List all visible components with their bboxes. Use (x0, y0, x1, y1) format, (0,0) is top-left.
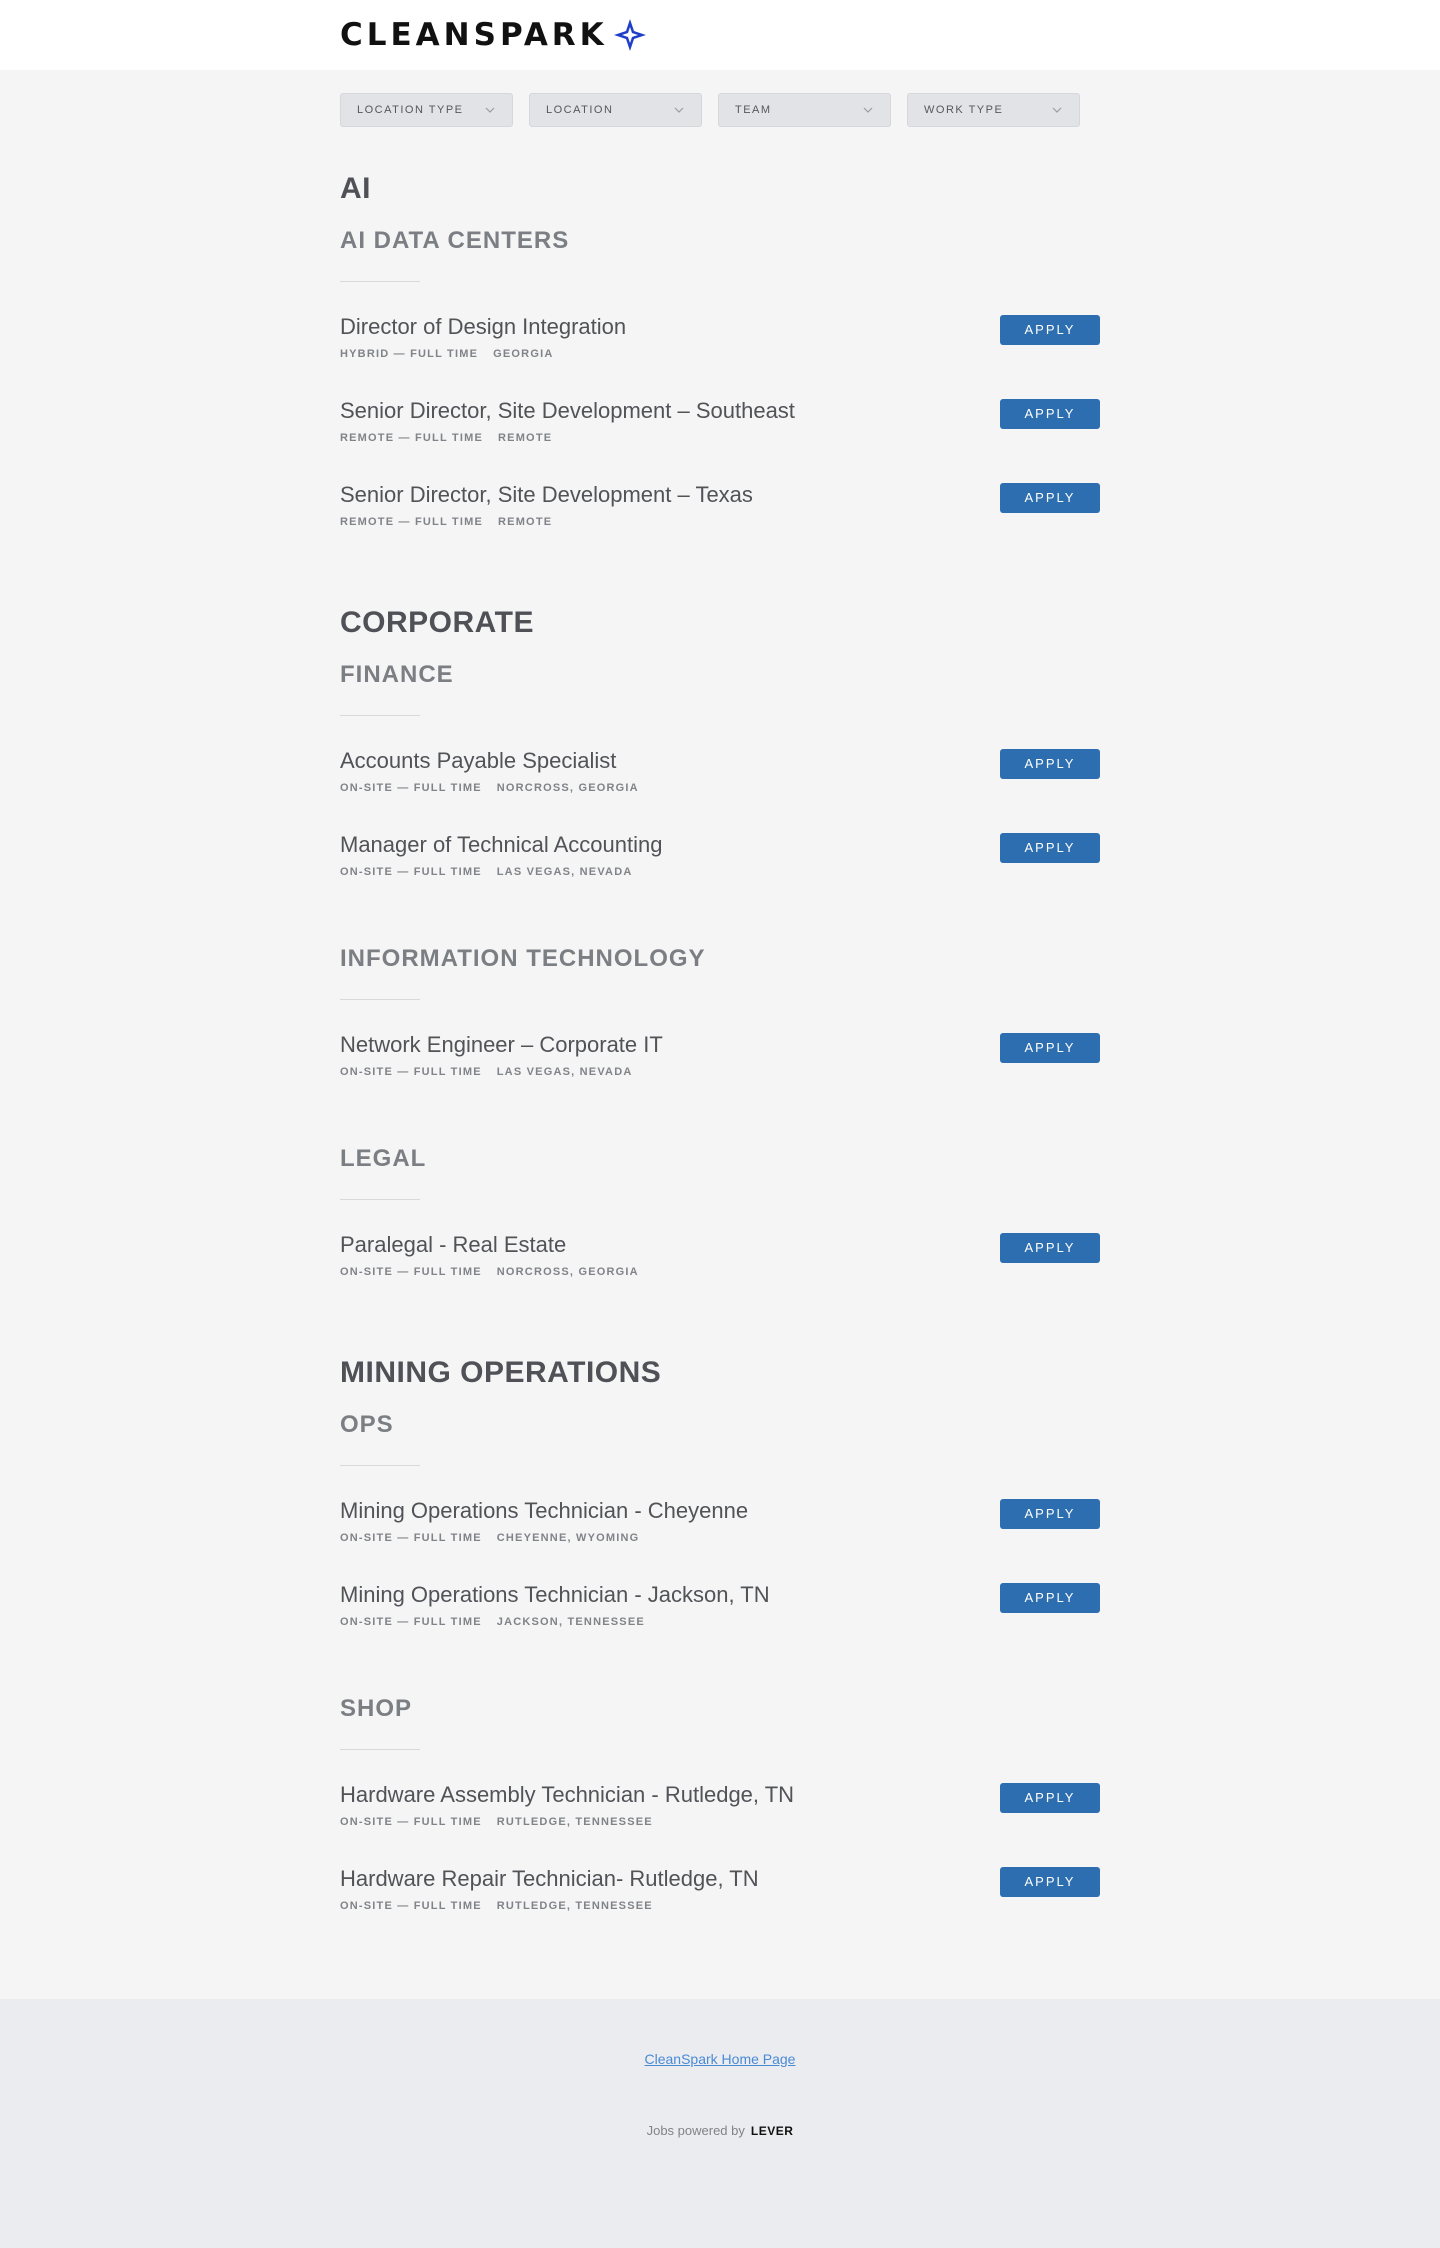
apply-button[interactable]: APPLY (1000, 483, 1100, 513)
posting-meta (340, 348, 1100, 360)
team-title: AI DATA CENTERS (340, 227, 570, 254)
team-section (340, 226, 1100, 564)
posting-title[interactable]: Paralegal - Real Estate (340, 1232, 567, 1257)
posting-workplace: ON-SITE — FULL TIME (340, 866, 482, 878)
group-title: AI (340, 172, 371, 205)
posting-title[interactable]: Accounts Payable Specialist (340, 748, 617, 773)
apply-button[interactable]: APPLY (1000, 1867, 1100, 1897)
posting-item (340, 1780, 1100, 1864)
postings-list (340, 170, 1100, 1988)
apply-button[interactable]: APPLY (1000, 1583, 1100, 1613)
team-title: LEGAL (340, 1145, 427, 1172)
posting-workplace: REMOTE — FULL TIME (340, 516, 484, 528)
apply-button[interactable]: APPLY (1000, 833, 1100, 863)
team-title: FINANCE (340, 661, 454, 688)
filter-label: WORK TYPE (924, 104, 1004, 116)
apply-button[interactable]: APPLY (1000, 1233, 1100, 1263)
footer (0, 1999, 1440, 2248)
posting-group (340, 170, 1100, 564)
posting-title[interactable]: Director of Design Integration (340, 314, 627, 339)
posting-location: JACKSON, TENNESSEE (496, 1616, 645, 1628)
team-divider (340, 999, 420, 1000)
team-section (340, 1144, 1100, 1314)
team-divider (340, 1749, 420, 1750)
team-title: INFORMATION TECHNOLOGY (340, 945, 706, 972)
posting-location: NORCROSS, GEORGIA (496, 1266, 639, 1278)
team-divider (340, 1199, 420, 1200)
posting-title[interactable]: Network Engineer – Corporate IT (340, 1032, 663, 1057)
cleanspark-logo[interactable] (340, 17, 648, 53)
posting-group (340, 1354, 1100, 1948)
posting-meta (340, 1900, 1100, 1912)
posting-meta (340, 1066, 1100, 1078)
posting-workplace: ON-SITE — FULL TIME (340, 1616, 482, 1628)
team-section (340, 1694, 1100, 1948)
apply-button[interactable]: APPLY (1000, 1499, 1100, 1529)
filter-work-type[interactable] (907, 93, 1080, 127)
apply-button[interactable]: APPLY (1000, 749, 1100, 779)
posting-meta (340, 1532, 1100, 1544)
chevron-down-icon (673, 104, 685, 116)
posting-meta (340, 866, 1100, 878)
apply-button[interactable]: APPLY (1000, 399, 1100, 429)
filter-location[interactable] (529, 93, 702, 127)
star-icon (612, 17, 648, 53)
posting-item (340, 312, 1100, 396)
apply-button[interactable]: APPLY (1000, 1783, 1100, 1813)
posting-item (340, 1030, 1100, 1114)
filter-label: TEAM (735, 104, 772, 116)
team-section (340, 944, 1100, 1114)
team-divider (340, 715, 420, 716)
filter-label: LOCATION (546, 104, 614, 116)
posting-group (340, 604, 1100, 1314)
team-divider (340, 1465, 420, 1466)
team-section (340, 1410, 1100, 1664)
group-title: CORPORATE (340, 606, 534, 639)
posting-item (340, 830, 1100, 914)
team-title: SHOP (340, 1695, 413, 1722)
posting-title[interactable]: Mining Operations Technician - Cheyenne (340, 1498, 749, 1523)
posting-title[interactable]: Mining Operations Technician - Jackson, TN (340, 1582, 770, 1607)
filter-location-type[interactable] (340, 93, 513, 127)
home-page-link[interactable]: CleanSpark Home Page (644, 2051, 796, 2067)
posting-workplace: ON-SITE — FULL TIME (340, 1266, 482, 1278)
posting-location: GEORGIA (493, 348, 554, 360)
posting-location: RUTLEDGE, TENNESSEE (496, 1816, 653, 1828)
posting-title[interactable]: Hardware Assembly Technician - Rutledge, TN (340, 1782, 795, 1807)
powered-by-text: Jobs powered by (646, 2123, 745, 2138)
team-divider (340, 281, 420, 282)
posting-meta (340, 782, 1100, 794)
posting-workplace: ON-SITE — FULL TIME (340, 782, 482, 794)
posting-location: REMOTE (498, 432, 553, 444)
posting-title[interactable]: Senior Director, Site Development – Southeast (340, 398, 795, 423)
posting-location: LAS VEGAS, NEVADA (496, 1066, 633, 1078)
lever-logo[interactable]: LEVER (750, 2124, 794, 2138)
chevron-down-icon (862, 104, 874, 116)
powered-by (0, 2123, 1440, 2138)
posting-location: CHEYENNE, WYOMING (496, 1532, 640, 1544)
footer-home-link-wrap (0, 2051, 1440, 2067)
posting-location: LAS VEGAS, NEVADA (496, 866, 633, 878)
posting-item (340, 1496, 1100, 1580)
team-title: OPS (340, 1411, 394, 1438)
chevron-down-icon (1051, 104, 1063, 116)
posting-item (340, 746, 1100, 830)
posting-item (340, 396, 1100, 480)
apply-button[interactable]: APPLY (1000, 1033, 1100, 1063)
posting-item (340, 480, 1100, 564)
posting-item (340, 1864, 1100, 1948)
posting-workplace: HYBRID — FULL TIME (340, 348, 479, 360)
posting-workplace: ON-SITE — FULL TIME (340, 1816, 482, 1828)
logo-wordmark: CLEANSPARK (340, 17, 608, 53)
filter-bar (340, 93, 1080, 127)
posting-location: NORCROSS, GEORGIA (496, 782, 639, 794)
posting-meta (340, 1266, 1100, 1278)
posting-workplace: ON-SITE — FULL TIME (340, 1900, 482, 1912)
posting-workplace: REMOTE — FULL TIME (340, 432, 484, 444)
posting-location: RUTLEDGE, TENNESSEE (496, 1900, 653, 1912)
posting-meta (340, 1816, 1100, 1828)
posting-title[interactable]: Hardware Repair Technician- Rutledge, TN (340, 1866, 759, 1891)
posting-title[interactable]: Senior Director, Site Development – Texas (340, 482, 753, 507)
header (0, 0, 1440, 70)
posting-item (340, 1230, 1100, 1314)
posting-location: REMOTE (498, 516, 553, 528)
group-title: MINING OPERATIONS (340, 1356, 662, 1389)
posting-workplace: ON-SITE — FULL TIME (340, 1532, 482, 1544)
apply-button[interactable]: APPLY (1000, 315, 1100, 345)
posting-meta (340, 432, 1100, 444)
filter-label: LOCATION TYPE (357, 104, 464, 116)
filter-team[interactable] (718, 93, 891, 127)
posting-workplace: ON-SITE — FULL TIME (340, 1066, 482, 1078)
posting-title[interactable]: Manager of Technical Accounting (340, 832, 663, 857)
chevron-down-icon (484, 104, 496, 116)
team-section (340, 660, 1100, 914)
posting-item (340, 1580, 1100, 1664)
posting-meta (340, 1616, 1100, 1628)
posting-meta (340, 516, 1100, 528)
